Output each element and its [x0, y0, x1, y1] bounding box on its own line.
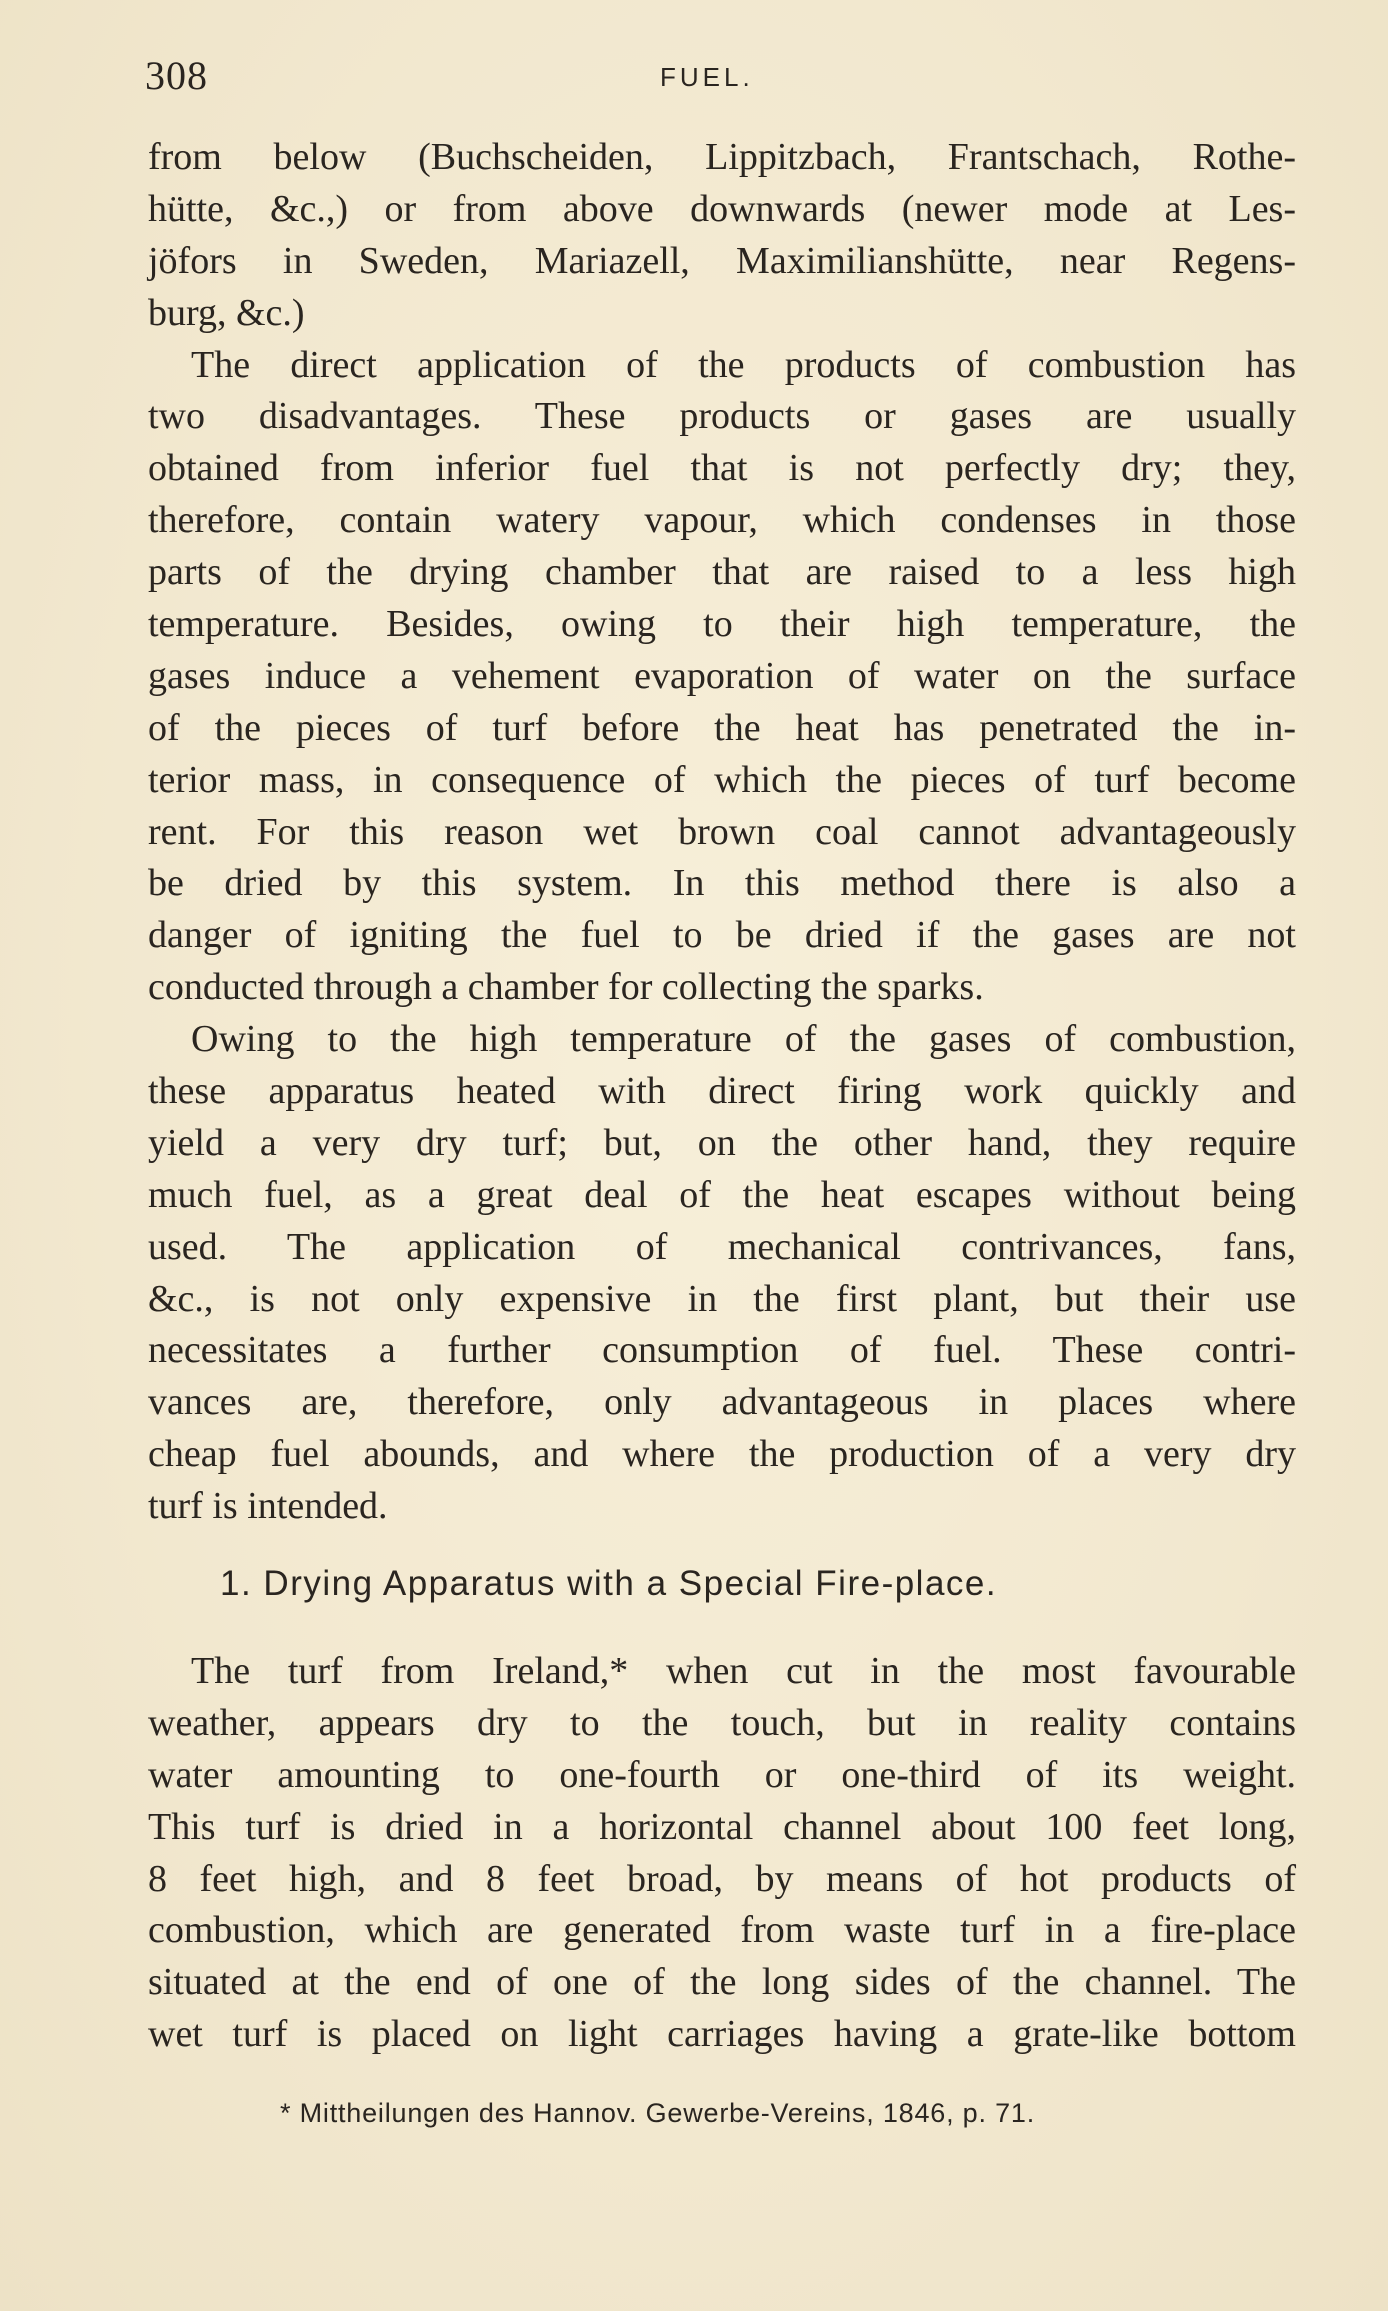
- text-line: be dried by this system. In this method there is also a: [148, 862, 1296, 905]
- text-line: conducted through a chamber for collecting the sparks.: [148, 966, 984, 1009]
- text-line: 8 feet high, and 8 feet broad, by means of hot products of: [148, 1857, 1296, 1900]
- text-line: gases induce a vehement evaporation of water on the surface: [148, 654, 1296, 697]
- text-line: combustion, which are generated from waste turf in a fire-place: [148, 1909, 1296, 1952]
- page-number: 308: [145, 53, 208, 98]
- text-line: necessitates a further consumption of fuel. These contri-: [148, 1329, 1296, 1372]
- section-heading: 1. Drying Apparatus with a Special Fire-place.: [220, 1564, 998, 1603]
- running-head: [145, 52, 1295, 102]
- text-line: temperature. Besides, owing to their high temperature, the: [148, 603, 1296, 646]
- text-line: terior mass, in consequence of which the pieces of turf become: [148, 758, 1296, 801]
- text-line: The turf from Ireland,* when cut in the most favourable: [191, 1650, 1296, 1692]
- text-line: much fuel, as a great deal of the heat escapes without being: [148, 1173, 1296, 1216]
- body-text-continued: [148, 1646, 1296, 2061]
- text-line: The direct application of the products of combustion has: [191, 343, 1296, 386]
- text-line: obtained from inferior fuel that is not perfectly dry; they,: [148, 447, 1296, 490]
- text-line: parts of the drying chamber that are raised to a less high: [148, 551, 1296, 594]
- text-line: therefore, contain watery vapour, which condenses in those: [148, 499, 1296, 542]
- text-line: burg, &c.): [148, 291, 305, 334]
- text-line: vances are, therefore, only advantageous in places where: [148, 1381, 1296, 1424]
- text-line: water amounting to one-fourth or one-third of its weight.: [148, 1753, 1296, 1796]
- text-line: from below (Buchscheiden, Lippitzbach, Frantschach, Rothe-: [148, 136, 1296, 178]
- text-line: two disadvantages. These products or gases are usually: [148, 395, 1296, 438]
- text-line: Owing to the high temperature of the gases of combustion,: [191, 1018, 1296, 1061]
- body-text: [148, 132, 1296, 1533]
- text-line: used. The application of mechanical contrivances, fans,: [148, 1225, 1296, 1268]
- text-line: &c., is not only expensive in the first plant, but their use: [148, 1277, 1296, 1320]
- text-line: turf is intended.: [148, 1485, 388, 1528]
- text-line: of the pieces of turf before the heat has penetrated the in-: [148, 706, 1296, 749]
- text-line: wet turf is placed on light carriages having a grate-like bottom: [148, 2013, 1296, 2056]
- text-line: jöfors in Sweden, Mariazell, Maximilianshütte, near Regens-: [148, 239, 1296, 282]
- text-line: weather, appears dry to the touch, but in reality contains: [148, 1701, 1296, 1744]
- text-line: these apparatus heated with direct firing work quickly and: [148, 1070, 1296, 1113]
- text-line: rent. For this reason wet brown coal cannot advantageously: [148, 810, 1296, 853]
- running-title: FUEL.: [660, 62, 754, 92]
- text-line: danger of igniting the fuel to be dried if the gases are not: [148, 914, 1296, 957]
- text-line: cheap fuel abounds, and where the production of a very dry: [148, 1433, 1296, 1476]
- footnote: * Mittheilungen des Hannov. Gewerbe-Vereins, 1846, p. 71.: [280, 2098, 1036, 2128]
- text-line: yield a very dry turf; but, on the other hand, they require: [148, 1121, 1296, 1164]
- text-line: hütte, &c.,) or from above downwards (newer mode at Les-: [148, 187, 1296, 230]
- text-line: situated at the end of one of the long sides of the channel. The: [148, 1961, 1296, 2004]
- text-line: This turf is dried in a horizontal channel about 100 feet long,: [148, 1805, 1296, 1848]
